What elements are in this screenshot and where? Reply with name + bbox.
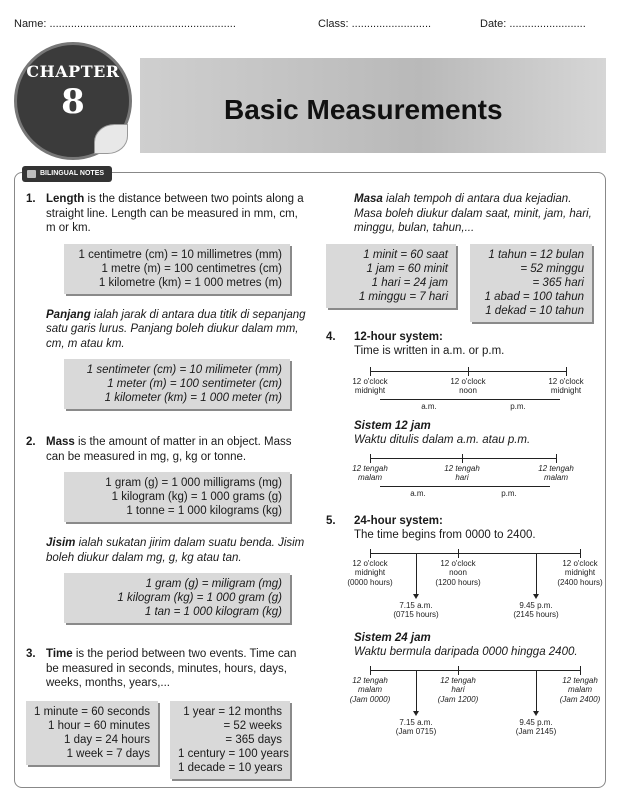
sistem-24-timeline: 12 tengah malam (Jam 0000) 12 tengah hari (Jam 1200) 12 tengah malam (Jam 2400) 7.15 a.m. (Jam 0715) 9.45 p.m. (Jam 2145) [326, 664, 601, 744]
time-box-short: 1 minute = 60 seconds 1 hour = 60 minutes 1 day = 24 hours 1 week = 7 days [26, 701, 158, 765]
mass-section: 2. Mass is the amount of matter in an object. Mass can be measured in mg, g, kg or tonne. [26, 436, 292, 463]
length-definition: is the distance between two points along a straight line. Length can be measured in mm, cm, m or km. [46, 193, 304, 234]
sistem-24-section: Sistem 24 jam Waktu bermula daripada 0000 hingga 2400. [354, 631, 578, 658]
class-field: Class: .......................... [318, 18, 432, 30]
twelve-hour-timeline: 12 o'clock midnight 12 o'clock noon 12 o'clock midnight a.m. p.m. [326, 365, 601, 413]
length-term: Length [46, 193, 85, 205]
header-line [14, 18, 605, 34]
bilingual-notes-badge: BILINGUAL NOTES [22, 166, 112, 182]
jisim-conversion-box: 1 gram (g) = miligram (mg) 1 kilogram (kg) = 1 000 gram (g) 1 tan = 1 000 kilogram (kg) [64, 573, 290, 623]
left-column [26, 192, 306, 783]
right-column [326, 192, 601, 744]
twentyfour-hour-timeline: 12 o'clock midnight (0000 hours) 12 o'clock noon (1200 hours) 12 o'clock midnight (2400 hours) 7.15 a.m. (0715 hours) 9.45 p.m. (2145 hours) [326, 547, 601, 627]
jisim-section: Jisim ialah sukatan jirim dalam suatu benda. Jisim boleh diukur dalam mg, g, kg atau tan. [46, 537, 305, 564]
chapter-badge [14, 42, 132, 160]
twentyfour-hour-section: 5. 24-hour system: The time begins from 0000 to 2400. [326, 514, 536, 541]
date-field: Date: ......................... [480, 18, 586, 30]
panjang-conversion-box: 1 sentimeter (cm) = 10 milimeter (mm) 1 meter (m) = 100 sentimeter (cm) 1 kilometer (km) = 1 000 meter (m) [64, 359, 290, 409]
title-banner [140, 58, 606, 153]
masa-box-long: 1 tahun = 12 bulan = 52 minggu = 365 hari 1 abad = 100 tahun 1 dekad = 10 tahun [470, 244, 592, 322]
masa-boxes [326, 244, 601, 322]
length-section: 1. Length is the distance between two points along a straight line. Length can be measured in mm, cm, m or km. [26, 193, 304, 234]
name-field: Name: ............................................................. [14, 18, 236, 30]
masa-box-short: 1 minit = 60 saat 1 jam = 60 minit 1 hari = 24 jam 1 minggu = 7 hari [326, 244, 456, 308]
length-conversion-box: 1 centimetre (cm) = 10 millimetres (mm) 1 metre (m) = 100 centimetres (cm) 1 kilometre (km) = 1 000 metres (m) [64, 244, 290, 294]
panjang-section: Panjang ialah jarak di antara dua titik di sepanjang satu garis lurus. Panjang boleh diukur dalam mm, cm, m atau km. [46, 308, 306, 350]
sistem-12-section: Sistem 12 jam Waktu ditulis dalam a.m. atau p.m. [354, 419, 531, 446]
page-title: Basic Measurements [224, 94, 503, 125]
chapter-number: 8 [61, 82, 85, 122]
chapter-label: CHAPTER [26, 62, 120, 81]
twelve-hour-section: 4. 12-hour system: Time is written in a.m. or p.m. [326, 330, 505, 357]
time-boxes [26, 701, 306, 783]
sistem-12-timeline: 12 tengah malam 12 tengah hari 12 tengah malam a.m. p.m. [326, 452, 601, 500]
page-curl-icon [94, 124, 128, 154]
mass-conversion-box: 1 gram (g) = 1 000 milligrams (mg) 1 kilogram (kg) = 1 000 grams (g) 1 tonne = 1 000 kilograms (kg) [64, 472, 290, 522]
time-section: 3. Time is the period between two events. Time can be measured in seconds, minutes, hours, days, weeks, months, years,... [26, 648, 297, 689]
time-box-long: 1 year = 12 months = 52 weeks = 365 days 1 century = 100 years 1 decade = 10 years [170, 701, 290, 779]
masa-section: Masa ialah tempoh di antara dua kejadian. Masa boleh diukur dalam saat, minit, jam, hari, minggu, bulan, tahun,... [354, 193, 592, 234]
